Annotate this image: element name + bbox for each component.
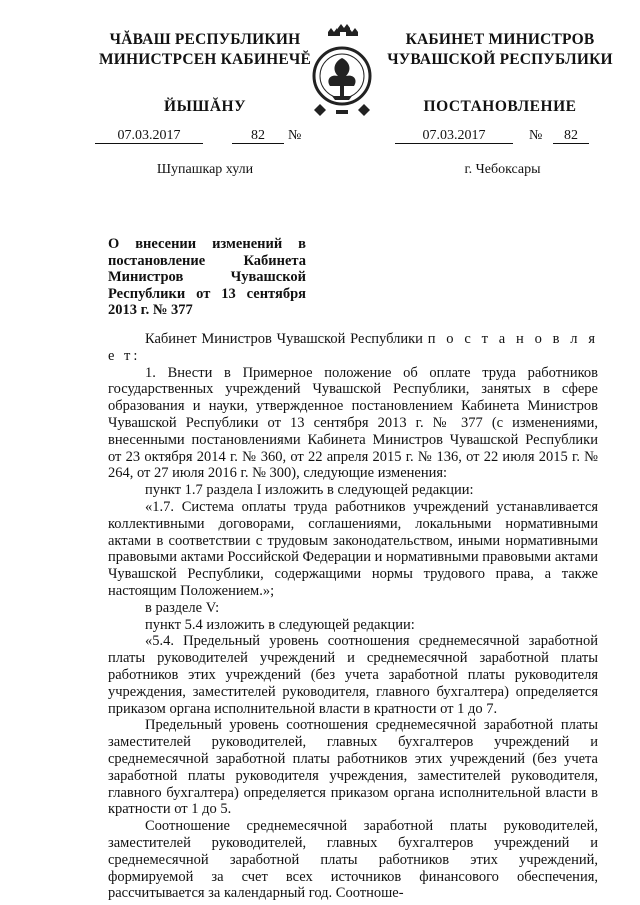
number-row-right [395,128,605,144]
body-paragraph: 1. Внести в Примерное положение об оплате труда работников государственных учреждений Чувашской Республики, занятых в сфере образования и науки, утвержденное постановлением Кабинета Министров Чувашской Республики от 13 сентября 2013 г. № 377 (с изменениями, внесенными постановлениями Кабинета Министров Чувашской Республики от 23 октября 2014 г. № 360, от 22 апреля 2015 г. № 136, от 22 июля 2015 г. № 264, от 27 июля 2016 г. № 300), следующие изменения: [108,364,598,482]
document-subject: О внесении изменений в постановление Кабинета Министров Чувашской Республики от 13 сентября 2013 г. № 377 [108,236,306,318]
body-paragraph: «1.7. Система оплаты труда работников учреждений устанавливается коллективными договорами, соглашениями, локальными нормативными актами в соответствии с трудовым законодательством, иными нормативными правовыми актами Российской Федерации и нормативными правовыми актами Чувашской Республики, содержащими нормы трудового права, а также настоящим Положением.»; [108,498,598,599]
intro-paragraph [108,331,598,365]
number-right: 82 [553,128,589,144]
body-paragraph: Предельный уровень соотношения среднемесячной заработной платы заместителей руководителей, главных бухгалтеров учреждений и среднемесячной заработной платы работников этих учреждений (без учета заработной платы руководителя учреждения, заместителей руководителя, главного бухгалтера) определяется приказом органа исполнительной власти в кратности от 1 до 5. [108,717,598,818]
body-paragraph: в разделе V: [145,599,220,616]
header-left-line1: ЧĂВАШ РЕСПУБЛИКИН [109,31,301,48]
body-paragraph: пункт 1.7 раздела I изложить в следующей редакции: [145,482,474,499]
header-left [95,30,315,70]
doc-type-left: ЙЫШĂНУ [164,98,246,115]
header-left-line2: МИНИСТРСЕН КАБИНЕЧĔ [98,51,312,68]
number-left: 82 [232,128,284,144]
header-right [375,30,625,70]
number-row-left [95,128,315,144]
intro-prefix: Кабинет Министров Чувашской Республики [145,331,423,347]
chuvash-emblem-icon [306,24,378,124]
document-body [108,331,598,902]
intro-verb: п о с т а н о в л я е т: [108,331,599,364]
date-left: 07.03.2017 [95,128,203,144]
no-sign-right: № [529,128,543,143]
date-right: 07.03.2017 [395,128,513,144]
header-right-line2: ЧУВАШСКОЙ РЕСПУБЛИКИ [387,51,613,68]
body-paragraph: Соотношение среднемесячной заработной платы руководителей, заместителей руководителей, главных бухгалтеров учреждений и среднемесячной заработной платы работников этих учреждений, формируемой за счет всех источников финансового обеспечения, рассчитывается за календарный год. Соотноше- [108,818,598,902]
body-paragraph: пункт 5.4 изложить в следующей редакции: [145,616,415,633]
place-left: Шупашкар хули [156,162,254,177]
place-right: г. Чебоксары [464,162,541,177]
body-paragraph: «5.4. Предельный уровень соотношения среднемесячной заработной платы руководителей учреждений и среднемесячной заработной платы работников этих учреждений (без учета заработной платы руководителя учреждения, заместителей руководителя, главного бухгалтера) определяется приказом органа исполнительной власти в кратности от 1 до 7. [108,633,598,717]
no-sign-left: № [288,128,302,143]
header-right-line1: КАБИНЕТ МИНИСТРОВ [405,31,595,48]
doc-type-right: ПОСТАНОВЛЕНИЕ [423,98,577,115]
